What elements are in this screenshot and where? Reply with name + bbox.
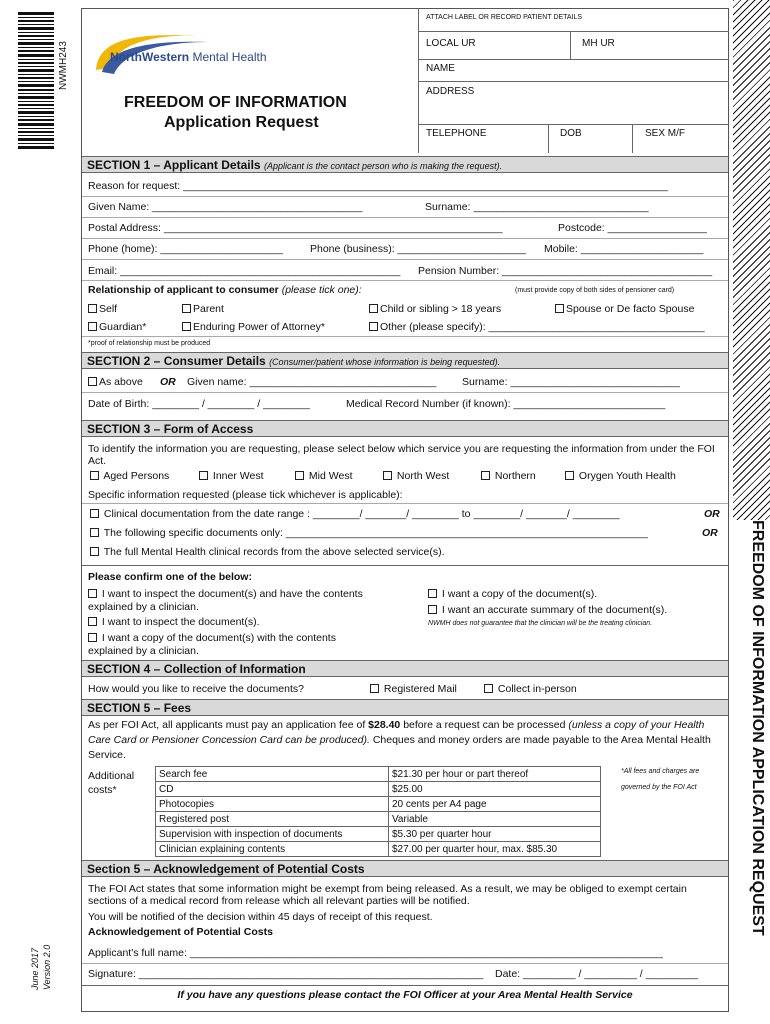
clinical-doc-option[interactable] — [90, 508, 619, 520]
option-parent[interactable] — [182, 303, 224, 315]
service-northern-label: Northern — [494, 470, 536, 482]
label-divider-3 — [418, 81, 729, 82]
or-label: OR — [160, 376, 176, 388]
section-2-header — [82, 352, 728, 369]
version-number: Version 2.0 — [42, 944, 52, 990]
dob-field[interactable]: Date of Birth: ________ / ________ / ________ — [88, 398, 310, 410]
checkbox[interactable] — [199, 471, 208, 480]
date-field[interactable]: Date: _________ / _________ / _________ — [495, 968, 699, 980]
checkbox[interactable] — [481, 471, 490, 480]
table-row — [156, 797, 601, 812]
local-ur-label: LOCAL UR — [426, 38, 476, 49]
checkbox[interactable] — [369, 304, 378, 313]
divider — [82, 392, 728, 393]
checkbox[interactable] — [295, 471, 304, 480]
divider — [82, 280, 728, 281]
fees-text-5: the Area Mental Health Service. — [88, 734, 711, 761]
telephone-label: TELEPHONE — [426, 128, 487, 139]
fees-note-2: governed by the FOI Act — [621, 784, 697, 791]
option-guardian[interactable] — [88, 321, 146, 333]
option-child[interactable] — [369, 303, 501, 315]
fees-text-4: Cheques and money orders are made payable to — [372, 734, 602, 746]
fees-text-2: before a request can be processed — [403, 719, 566, 731]
fee-cost: $25.00 — [389, 782, 601, 797]
checkbox[interactable] — [90, 471, 99, 480]
as-above-label: As above — [99, 376, 143, 388]
table-row — [156, 767, 601, 782]
option-self-label: Self — [99, 303, 118, 315]
divider — [82, 217, 728, 218]
section-4-title: SECTION 4 – Collection of Information — [87, 662, 306, 676]
fees-amount: $28.40 — [368, 719, 401, 731]
checkbox[interactable] — [484, 684, 493, 693]
email-field[interactable]: Email: ________________________________________________ — [88, 265, 401, 277]
checkbox[interactable] — [555, 304, 564, 313]
section-1-header — [82, 156, 728, 173]
checkbox[interactable] — [90, 509, 99, 518]
option-registered-mail-label: Registered Mail — [383, 683, 457, 695]
fee-item: Photocopies — [156, 797, 389, 812]
service-north-label: North West — [396, 470, 450, 482]
option-collect-label: Collect in-person — [497, 683, 577, 695]
option-spouse-label: Spouse or De facto Spouse — [566, 303, 695, 315]
surname-field[interactable]: Surname: ______________________________ — [425, 201, 649, 213]
receive-question: How would you like to receive the documents? — [88, 683, 304, 695]
fee-item: CD — [156, 782, 389, 797]
exempt-paragraph: The FOI Act states that some information might be exempt from being released. As a result, we may be obliged to exempt certain sections of a medical record from release which all relevant parties will be notified. — [88, 883, 687, 907]
confirm-option-4-label: I want a copy of the document(s). — [441, 588, 598, 600]
checkbox[interactable] — [182, 304, 191, 313]
consumer-given-field[interactable]: Given name: ________________________________ — [187, 376, 437, 388]
service-north[interactable] — [383, 470, 449, 482]
fee-cost: Variable — [389, 812, 601, 827]
option-epoa-label: Enduring Power of Attorney* — [193, 321, 325, 333]
checkbox[interactable] — [90, 547, 99, 556]
checkbox[interactable] — [565, 471, 574, 480]
relationship-label — [88, 284, 362, 296]
or-label-2: OR — [702, 527, 718, 539]
fee-item: Supervision with inspection of documents — [156, 827, 389, 842]
following-docs-label: The following specific documents only: ______________________________________________________________ — [103, 527, 648, 539]
costs-label: costs* — [88, 784, 117, 796]
divider — [82, 196, 728, 197]
confirm-option-4[interactable] — [428, 588, 597, 600]
label-divider-v3 — [632, 124, 633, 153]
fees-paragraph — [88, 718, 722, 763]
full-records-option[interactable] — [90, 546, 445, 558]
service-inner-label: Inner West — [212, 470, 264, 482]
checkbox[interactable] — [88, 633, 97, 642]
confirm-option-1b: explained by a clinician. — [88, 601, 199, 613]
clinical-doc-label: Clinical documentation from the date range : ________/ _______/ ________ to ________/ _______/ ________ — [103, 508, 620, 520]
section-1-subtitle: (Applicant is the contact person who is making the request). — [263, 161, 503, 171]
label-box-header: ATTACH LABEL OR RECORD PATIENT DETAILS — [426, 14, 583, 21]
consumer-surname-field[interactable]: Surname: _____________________________ — [462, 376, 680, 388]
divider — [82, 503, 728, 504]
confirm-option-2[interactable] — [88, 616, 260, 628]
service-mid[interactable] — [295, 470, 353, 482]
side-title: FREEDOM OF INFORMATION APPLICATION REQUEST — [749, 520, 766, 936]
sex-label: SEX M/F — [645, 128, 686, 139]
checkbox[interactable] — [88, 617, 97, 626]
fee-item: Registered post — [156, 812, 389, 827]
checkbox[interactable] — [428, 589, 437, 598]
option-registered-mail[interactable] — [370, 683, 457, 695]
option-collect[interactable] — [484, 683, 577, 695]
service-aged-label: Aged Persons — [103, 470, 170, 482]
fees-text-3: (unless a copy of your Health Care Card or Pensioner Concession Card can be produced). — [88, 719, 705, 746]
relationship-label-text: Relationship of applicant to consumer — [88, 284, 279, 296]
postal-address-field[interactable]: Postal Address: __________________________________________________________ — [88, 222, 503, 234]
divider — [82, 336, 728, 337]
service-orygen-label: Orygen Youth Health — [578, 470, 676, 482]
notify-paragraph: You will be notified of the decision within 45 days of receipt of this request. — [88, 911, 433, 923]
confirm-label: Please confirm one of the below: — [88, 571, 252, 583]
fees-table — [155, 766, 601, 857]
confirm-option-1-label: I want to inspect the document(s) and have the contents — [101, 588, 363, 600]
checkbox[interactable] — [370, 684, 379, 693]
mh-ur-label: MH UR — [582, 38, 615, 49]
brand-name-bold: NorthWestern — [110, 50, 190, 64]
service-northern[interactable] — [481, 470, 536, 482]
barcode-code: NWMH243 — [58, 41, 69, 90]
option-guardian-label: Guardian* — [99, 321, 147, 333]
confirm-option-1[interactable] — [88, 588, 363, 600]
option-self[interactable] — [88, 303, 117, 315]
fee-cost: $21.30 per hour or part thereof — [389, 767, 601, 782]
fee-cost: $27.00 per quarter hour, max. $85.30 — [389, 842, 601, 857]
mrn-field[interactable]: Medical Record Number (if known): __________________________ — [346, 398, 666, 410]
phone-business-field[interactable]: Phone (business): ______________________ — [310, 243, 527, 255]
checkbox[interactable] — [182, 322, 191, 331]
fee-cost: 20 cents per A4 page — [389, 797, 601, 812]
postcode-field[interactable]: Postcode: _________________ — [558, 222, 707, 234]
option-spouse[interactable] — [555, 303, 694, 315]
or-label-1: OR — [704, 508, 720, 520]
confirm-option-3b: explained by a clinician. — [88, 645, 199, 657]
confirm-option-5-label: I want an accurate summary of the document(s). — [441, 604, 668, 616]
checkbox[interactable] — [88, 589, 97, 598]
table-row — [156, 827, 601, 842]
divider — [82, 963, 728, 964]
ack-label: Acknowledgement of Potential Costs — [88, 926, 273, 938]
confirm-option-3-label: I want a copy of the document(s) with the contents — [101, 632, 336, 644]
table-row — [156, 782, 601, 797]
specific-label: Specific information requested (please tick whichever is applicable): — [88, 489, 403, 501]
section-2-title: SECTION 2 – Consumer Details — [87, 354, 266, 368]
fees-note-1: *All fees and charges are — [621, 768, 700, 775]
option-child-label: Child or sibling > 18 years — [380, 303, 502, 315]
mobile-field[interactable]: Mobile: _____________________ — [544, 243, 704, 255]
option-parent-label: Parent — [193, 303, 224, 315]
option-other[interactable] — [369, 321, 705, 333]
checkbox[interactable] — [88, 304, 97, 313]
proof-note: *proof of relationship must be produced — [88, 340, 211, 347]
service-mid-label: Mid West — [308, 470, 353, 482]
section-5-title: SECTION 5 – Fees — [87, 701, 192, 715]
table-row — [156, 842, 601, 857]
footer-note: If you have any questions please contact the FOI Officer at your Area Mental Health Service — [177, 989, 633, 1001]
label-divider-4 — [418, 124, 729, 125]
checkbox[interactable] — [90, 528, 99, 537]
address-label: ADDRESS — [426, 86, 475, 97]
section-3-title: SECTION 3 – Form of Access — [87, 422, 254, 436]
fee-item: Search fee — [156, 767, 389, 782]
section-2-subtitle: (Consumer/patient whose information is being requested). — [269, 357, 501, 367]
brand-name — [110, 50, 267, 64]
service-orygen[interactable] — [565, 470, 676, 482]
hatch-strip — [733, 0, 770, 520]
as-above-option[interactable] — [88, 376, 143, 388]
checkbox[interactable] — [369, 322, 378, 331]
label-divider-v2 — [548, 124, 549, 153]
option-other-label: Other (please specify): _____________________________________ — [380, 321, 705, 333]
section-5b-header — [82, 860, 728, 877]
section-3-header — [82, 420, 728, 437]
section-1-title: SECTION 1 – Applicant Details — [87, 158, 261, 172]
checkbox[interactable] — [88, 322, 97, 331]
section-5-header — [82, 699, 728, 716]
fee-cost: $5.30 per quarter hour — [389, 827, 601, 842]
reason-field[interactable]: Reason for request: ___________________________________________________________________________________ — [88, 180, 668, 192]
page-title: FREEDOM OF INFORMATION — [124, 94, 347, 111]
confirm-option-2-label: I want to inspect the document(s). — [101, 616, 260, 628]
phone-home-field[interactable]: Phone (home): _____________________ — [88, 243, 284, 255]
divider — [82, 238, 728, 239]
given-name-field[interactable]: Given Name: ____________________________________ — [88, 201, 363, 213]
pension-note: (must provide copy of both sides of pensioner card) — [515, 287, 675, 294]
fees-text-1: As per FOI Act, all applicants must pay an application fee of — [88, 719, 366, 731]
page-subtitle: Application Request — [164, 114, 319, 131]
confirm-option-5[interactable] — [428, 604, 667, 616]
service-aged[interactable] — [90, 470, 169, 482]
version-date: June 2017 — [30, 947, 40, 990]
divider — [82, 565, 728, 566]
option-epoa[interactable] — [182, 321, 325, 333]
nwmh-note: NWMH does not guarantee that the clinician will be the treating clinician. — [428, 620, 653, 627]
divider — [82, 259, 728, 260]
checkbox[interactable] — [428, 605, 437, 614]
label-divider-2 — [418, 59, 729, 60]
full-records-label: The full Mental Health clinical records from the above selected service(s). — [103, 546, 445, 558]
checkbox[interactable] — [88, 377, 97, 386]
checkbox[interactable] — [383, 471, 392, 480]
relationship-hint: (please tick one): — [281, 284, 362, 296]
label-divider-v1 — [570, 31, 571, 59]
confirm-option-3[interactable] — [88, 632, 336, 644]
section-3-intro: To identify the information you are requesting, please select below which service you are requesting the information from under the FOI Act. — [88, 443, 715, 467]
section-5b-title: Section 5 – Acknowledgement of Potential Costs — [87, 862, 365, 876]
signature-field[interactable]: Signature: ___________________________________________________________ — [88, 968, 484, 980]
barcode-image — [16, 12, 56, 150]
pension-number-field[interactable]: Pension Number: ____________________________________ — [418, 265, 713, 277]
name-label: NAME — [426, 63, 455, 74]
fee-item: Clinician explaining contents — [156, 842, 389, 857]
table-row — [156, 812, 601, 827]
service-inner[interactable] — [199, 470, 264, 482]
label-divider-1 — [418, 31, 729, 32]
additional-label: Additional — [88, 770, 135, 782]
brand-name-rest: Mental Health — [189, 50, 267, 64]
dob-label: DOB — [560, 128, 582, 139]
applicant-fullname-field[interactable]: Applicant's full name: _________________________________________________________________________________ — [88, 947, 663, 959]
following-docs-option[interactable] — [90, 527, 648, 539]
divider — [82, 985, 728, 986]
barcode — [16, 12, 56, 150]
section-4-header — [82, 660, 728, 677]
